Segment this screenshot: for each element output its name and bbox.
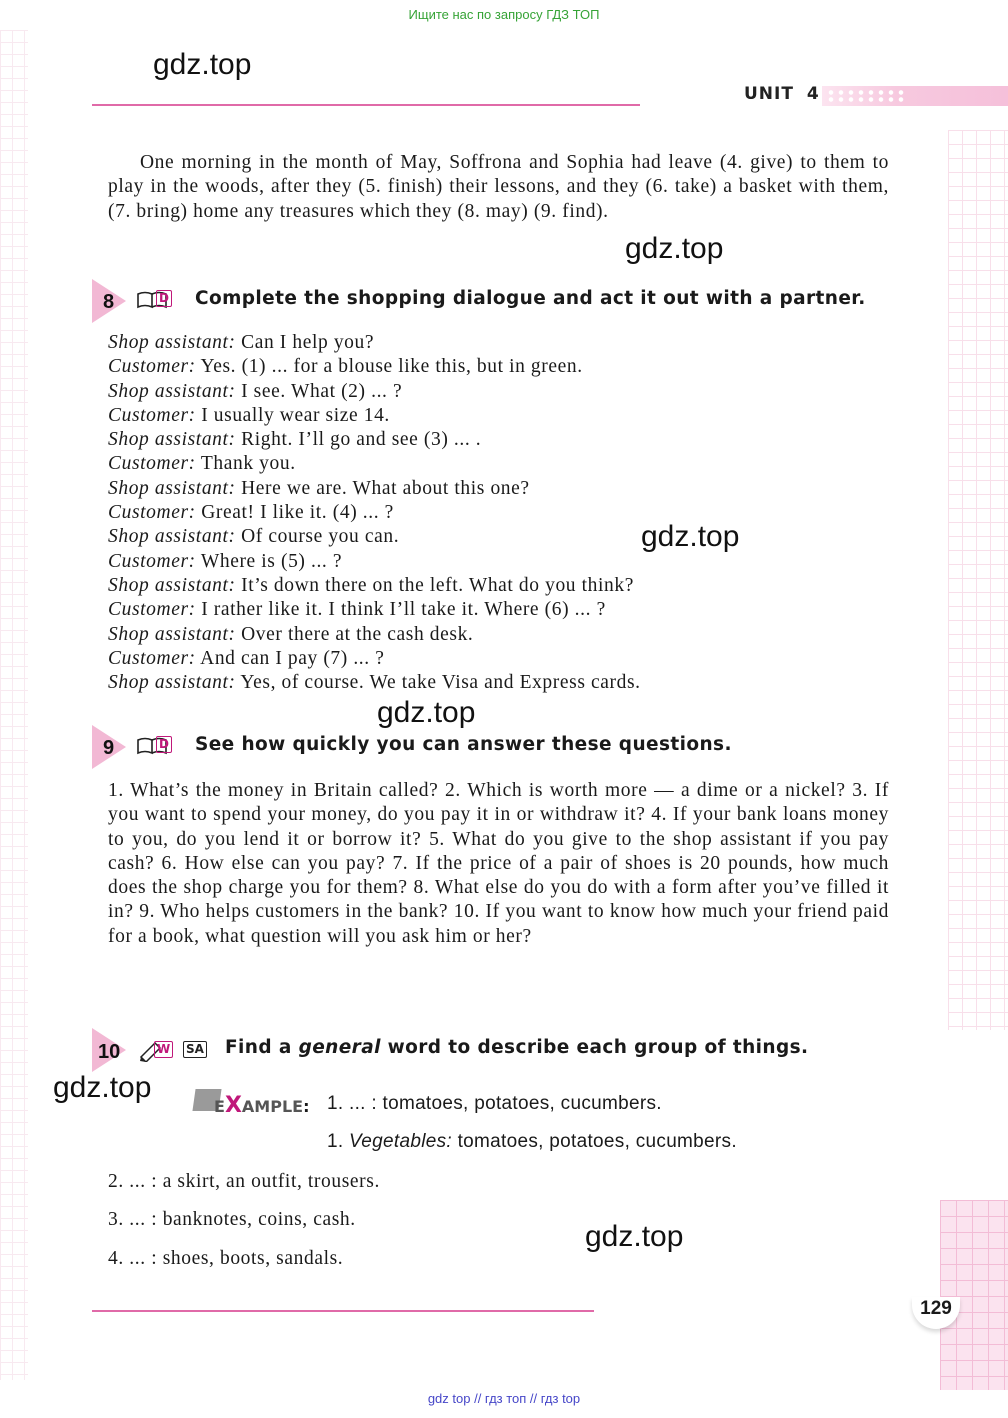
sa-box-icon: SA [183, 1041, 207, 1058]
example-logo: EXAMPLE: [214, 1093, 310, 1118]
unit-label: UNIT [744, 84, 794, 104]
exercise-9-instruction: See how quickly you can answer these questions. [195, 734, 732, 755]
page-number: 129 [912, 1297, 960, 1329]
intro-text: One morning in the month of May, Soffrona and Sophia had leave (4. give) to them to play in the woods, after they (5. finish) their lessons, and they (6. take) a basket with them, (7. bring) home any treasures which they (8. may) (9. find). [108, 152, 889, 222]
dialogue [108, 331, 908, 695]
dialogue-line: Customer: Where is (5) ... ? [108, 550, 343, 572]
w-badge: W [154, 1041, 173, 1058]
watermark: gdz.top [377, 696, 476, 729]
right-margin-pattern [948, 130, 1008, 1030]
task-item: 3. ... : banknotes, coins, cash. [108, 1209, 356, 1230]
dialogue-line: Shop assistant: Here we are. What about this one? [108, 477, 530, 499]
dialogue-line: Customer: I rather like it. I think I’ll take it. Where (6) ... ? [108, 599, 606, 621]
footer-rule [92, 1310, 594, 1312]
questions-text: 1. What’s the money in Britain called? 2. Which is worth more — a dime or a nickel? 3. If you want to spend your money, do you pay it in or withdraw it? 4. If your bank loans money to you, do you lend it or borrow it? 5. What do you give to the shop assistant if you pay cash? 6. How else can you pay? 7. If the price of a pair of shoes is 20 pounds, how much does the shop charge you for them? 8. What else do you do with a form after you’ve filled it in? 9. Who helps customers in the bank? 10. If you want to know how much your friend paid for a book, what question will you ask him or her? [108, 780, 889, 947]
dialogue-line: Shop assistant: It’s down there on the left. What do you think? [108, 574, 634, 596]
dialogue-line: Customer: And can I pay (7) ... ? [108, 647, 385, 669]
exercise-8-instruction: Complete the shopping dialogue and act it out with a partner. [195, 288, 866, 309]
d-badge: D [156, 736, 172, 753]
intro-paragraph [108, 151, 889, 224]
corner-grid-decoration [940, 1200, 1008, 1390]
unit-stripe [822, 86, 1008, 106]
top-banner[interactable]: Ищите нас по запросу ГДЗ ТОП [408, 7, 600, 22]
watermark: gdz.top [625, 232, 724, 265]
dialogue-line: Customer: Thank you. [108, 453, 296, 475]
task-item: 4. ... : shoes, boots, sandals. [108, 1248, 344, 1269]
dialogue-line: Shop assistant: Of course you can. [108, 526, 400, 548]
exercise-10-instruction: Find a general word to describe each group of things. [225, 1037, 809, 1058]
watermark: gdz.top [53, 1071, 152, 1104]
dialogue-line: Customer: Great! I like it. (4) ... ? [108, 502, 394, 524]
header-rule [92, 104, 640, 106]
watermark: gdz.top [153, 48, 252, 81]
example-task: 1. ... : tomatoes, potatoes, cucumbers. [327, 1093, 662, 1114]
left-margin-pattern [0, 30, 28, 1380]
d-badge: D [156, 290, 172, 307]
dialogue-line: Shop assistant: I see. What (2) ... ? [108, 380, 403, 402]
bottom-banner[interactable]: gdz top // гдз топ // гдз top [427, 1391, 581, 1406]
exercise-number: 8 [103, 291, 115, 313]
exercise-number: 10 [98, 1041, 121, 1063]
dialogue-line: Customer: Yes. (1) ... for a blouse like this, but in green. [108, 356, 583, 378]
dialogue-line: Shop assistant: Over there at the cash desk. [108, 623, 474, 645]
unit-heading [744, 84, 820, 104]
watermark: gdz.top [641, 520, 740, 553]
dialogue-line: Shop assistant: Yes, of course. We take Visa and Express cards. [108, 672, 641, 694]
dialogue-line: Shop assistant: Can I help you? [108, 332, 375, 353]
task-item: 2. ... : a skirt, an outfit, trousers. [108, 1171, 380, 1192]
example-answer: 1. Vegetables: tomatoes, potatoes, cucumbers. [327, 1131, 737, 1152]
exercise-number: 9 [103, 737, 115, 759]
dialogue-line: Customer: I usually wear size 14. [108, 404, 390, 426]
unit-number: 4 [806, 84, 820, 104]
watermark: gdz.top [585, 1220, 684, 1253]
dialogue-line: Shop assistant: Right. I’ll go and see (3) ... . [108, 429, 482, 451]
questions-paragraph [108, 779, 889, 949]
